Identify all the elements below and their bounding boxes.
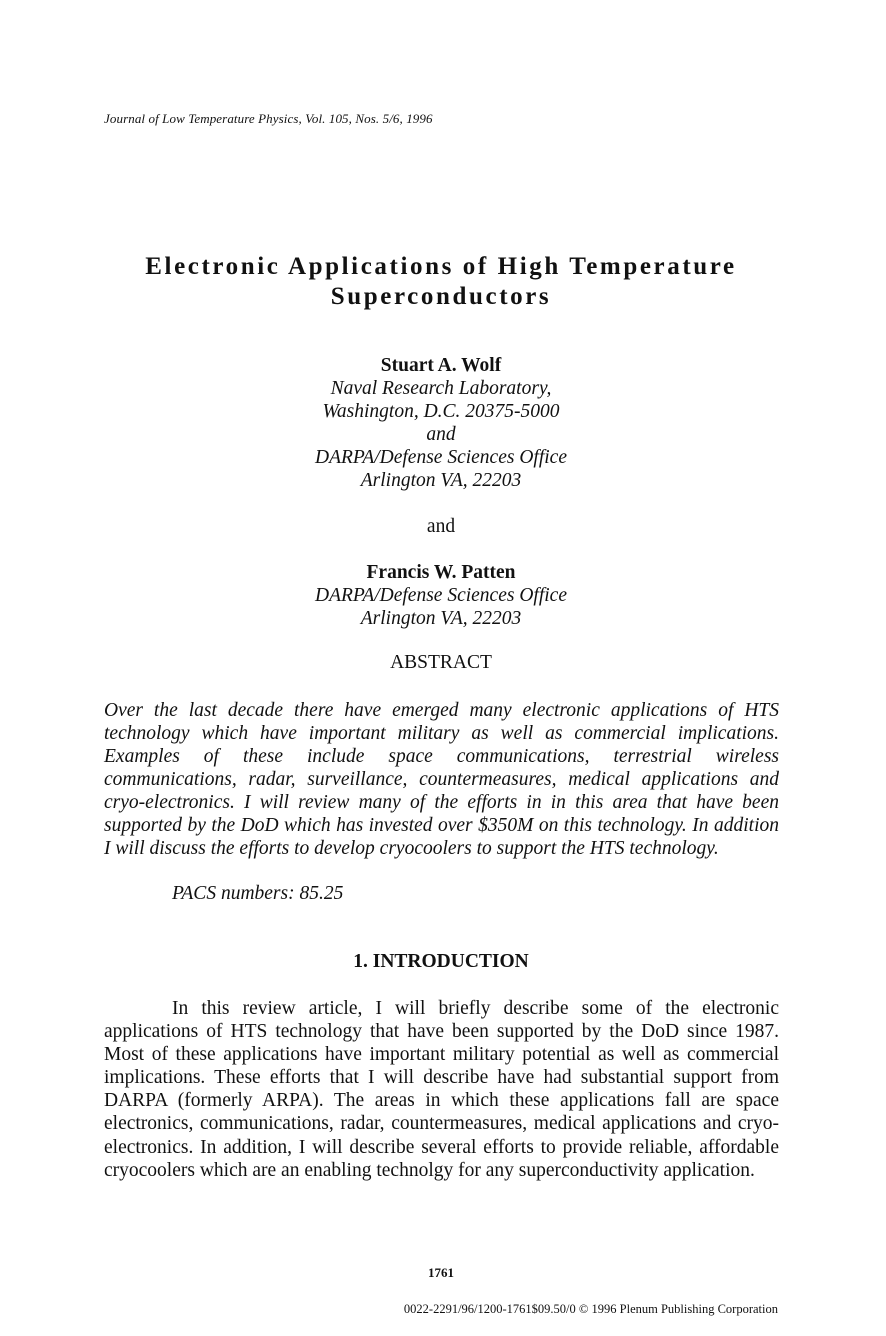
affiliation-line: Washington, D.C. 20375-5000 xyxy=(322,401,560,422)
author-name: Francis W. Patten xyxy=(366,562,516,583)
author-name: Stuart A. Wolf xyxy=(380,355,502,376)
copyright-footer: 0022-2291/96/1200-1761$09.50/0 © 1996 Plenum Publishing Corporation xyxy=(403,1302,778,1316)
affiliation-line: and xyxy=(426,424,456,445)
affiliation-line: Naval Research Laboratory, xyxy=(330,378,552,399)
author-block-1 xyxy=(180,354,702,492)
abstract-heading: ABSTRACT xyxy=(390,652,492,673)
affiliation-line: Arlington VA, 22203 xyxy=(360,470,522,491)
pacs-numbers: PACS numbers: 85.25 xyxy=(172,883,344,904)
intro-paragraph: In this review article, I will briefly describe some of the electronic applications of HTS technology that have been supported by the DoD since 1987. Most of these applications have important military potential as well as commercial implications. These efforts that I will describe have had substantial support from DARPA (formerly ARPA). The areas in which these applications fall are space electronics, communications, radar, countermeasures, medical applications and cryo-electronics. In addition, I will describe several efforts to provide reliable, affordable cryocoolers which are an enabling technolgy for any superconductivity application. xyxy=(104,998,779,1181)
author-conjunction: and xyxy=(426,516,456,537)
journal-header: Journal of Low Temperature Physics, Vol. 105, Nos. 5/6, 1996 xyxy=(104,111,433,126)
abstract-text: Over the last decade there have emerged many electronic applications of HTS technology which have important military as well as commercial implications. Examples of these include space communications, terrestrial wireless communications, radar, surveillance, countermeasures, medical applications and cryo-electronics. I will review many of the efforts in in this area that have been supported by the DoD which has invested over $350M on this technology. In addition I will discuss the efforts to develop cryocoolers to support the HTS technology. xyxy=(104,700,779,859)
affiliation-line: DARPA/Defense Sciences Office xyxy=(315,447,567,468)
page-number: 1761 xyxy=(428,1265,454,1280)
paper-title: Electronic Applications of High Temperature Superconductors xyxy=(145,253,737,310)
author-block-2 xyxy=(180,561,702,630)
section-heading: 1. INTRODUCTION xyxy=(353,951,529,972)
affiliation-line: DARPA/Defense Sciences Office xyxy=(315,585,567,606)
affiliation-line: Arlington VA, 22203 xyxy=(360,608,522,629)
